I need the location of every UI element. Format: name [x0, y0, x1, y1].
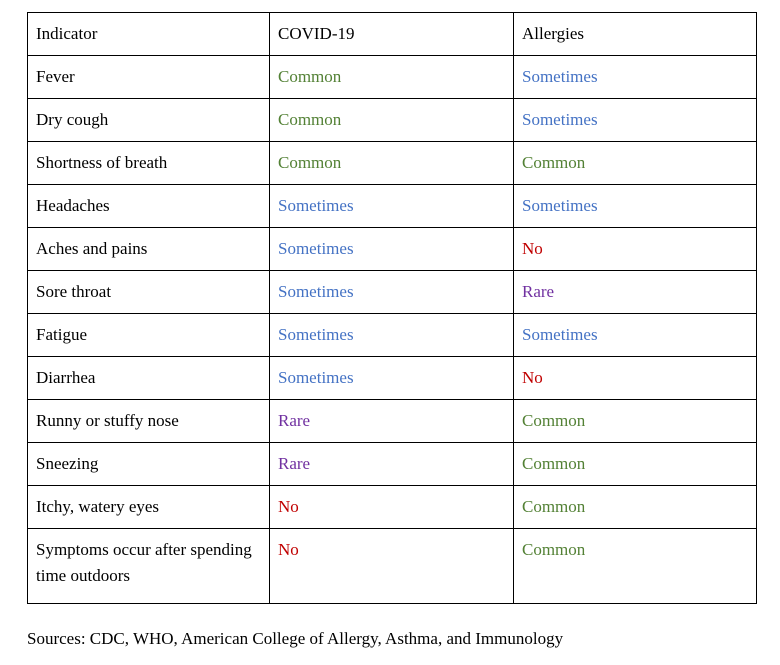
table-row — [28, 357, 757, 400]
covid-cell: Sometimes — [270, 185, 514, 228]
allergies-cell: Sometimes — [514, 56, 757, 99]
indicator-cell: Headaches — [28, 185, 270, 228]
table-row — [28, 443, 757, 486]
indicator-cell: Fever — [28, 56, 270, 99]
covid-cell: Common — [270, 99, 514, 142]
table-row — [28, 529, 757, 604]
indicator-cell: Itchy, watery eyes — [28, 486, 270, 529]
indicator-cell: Diarrhea — [28, 357, 270, 400]
indicator-cell: Sore throat — [28, 271, 270, 314]
covid-cell: Common — [270, 56, 514, 99]
allergies-cell: Common — [514, 443, 757, 486]
table-row — [28, 99, 757, 142]
covid-cell: Rare — [270, 400, 514, 443]
covid-cell: Sometimes — [270, 357, 514, 400]
allergies-cell: Common — [514, 486, 757, 529]
table-row — [28, 400, 757, 443]
table-row — [28, 185, 757, 228]
table-row — [28, 228, 757, 271]
allergies-cell: No — [514, 357, 757, 400]
indicator-cell: Runny or stuffy nose — [28, 400, 270, 443]
covid-cell: Common — [270, 142, 514, 185]
covid-cell: Sometimes — [270, 314, 514, 357]
covid-cell: Sometimes — [270, 228, 514, 271]
covid-cell: Rare — [270, 443, 514, 486]
table-body — [28, 13, 757, 604]
table-row — [28, 486, 757, 529]
indicator-cell: Dry cough — [28, 99, 270, 142]
allergies-cell: Common — [514, 529, 757, 604]
covid-cell: No — [270, 529, 514, 604]
indicator-cell: Shortness of breath — [28, 142, 270, 185]
sources-note: Sources: CDC, WHO, American College of Allergy, Asthma, and Immunology — [27, 629, 564, 648]
table-row — [28, 142, 757, 185]
covid-cell: No — [270, 486, 514, 529]
header-indicator: Indicator — [28, 13, 270, 56]
table-row — [28, 271, 757, 314]
allergies-cell: Sometimes — [514, 314, 757, 357]
allergies-cell: Common — [514, 400, 757, 443]
allergies-cell: No — [514, 228, 757, 271]
table-row — [28, 56, 757, 99]
header-covid: COVID-19 — [270, 13, 514, 56]
indicator-cell: Sneezing — [28, 443, 270, 486]
indicator-cell: Fatigue — [28, 314, 270, 357]
allergies-cell: Common — [514, 142, 757, 185]
covid-cell: Sometimes — [270, 271, 514, 314]
allergies-cell: Sometimes — [514, 99, 757, 142]
allergies-cell: Sometimes — [514, 185, 757, 228]
symptom-comparison-table — [27, 12, 757, 604]
table-row — [28, 314, 757, 357]
indicator-cell: Symptoms occur after spending time outdoors — [28, 529, 270, 604]
table-header-row — [28, 13, 757, 56]
header-allergies: Allergies — [514, 13, 757, 56]
allergies-cell: Rare — [514, 271, 757, 314]
indicator-cell: Aches and pains — [28, 228, 270, 271]
